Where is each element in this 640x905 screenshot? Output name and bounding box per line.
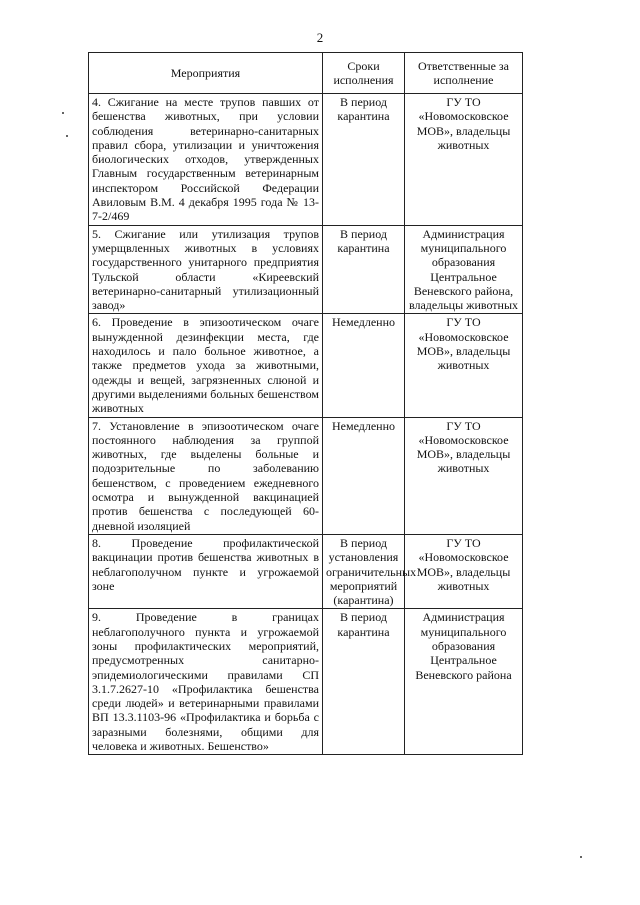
row-terms: В период карантина [323,225,405,314]
row-terms: Немедленно [323,314,405,417]
table-row [89,94,523,226]
row-activity: 4. Сжигание на месте трупов павших от бешенства животных, при условии соблюдения ветеринарно-санитарных правил сбора, утилизации и уничтожения биологических отходов, утвержденных Главным государственным ветеринарным инспектором Российской Федерации Авиловым В.М. 4 декабря 1995 года № 13-7-2/469 [89,94,323,226]
row-terms: В период карантина [323,94,405,226]
row-terms: Немедленно [323,417,405,534]
table-row [89,314,523,417]
row-responsible: ГУ ТО «Новомосковское МОВ», владельцы животных [405,94,523,226]
row-activity: 5. Сжигание или утилизация трупов умерщвленных животных в условиях государственного унитарного предприятия Тульской области «Киреевский ветеринарно-санитарный утилизационный завод» [89,225,323,314]
page-number: 2 [316,30,324,45]
scan-speck [62,112,64,114]
row-activity: 9. Проведение в границах неблагополучного пункта и угрожаемой зоны профилактических мероприятий, предусмотренных санитарно-эпидемиологическими правилами СП 3.1.7.2627-10 «Профилактика бешенства среди людей» и ветеринарными правилами ВП 13.3.1103-96 «Профилактика и борьба с заразными болезнями, общими для человека и животных. Бешенство» [89,609,323,755]
row-responsible: Администрация муниципального образования Центральное Веневского района [405,609,523,755]
row-activity: 8. Проведение профилактической вакцинации против бешенства животных в неблагополучном пункте и угрожаемой зоне [89,534,323,608]
row-responsible: Администрация муниципального образования Центральное Веневского района, владельцы животных [405,225,523,314]
table-row [89,225,523,314]
row-responsible: ГУ ТО «Новомосковское МОВ», владельцы животных [405,417,523,534]
row-responsible: ГУ ТО «Новомосковское МОВ», владельцы животных [405,534,523,608]
table-row [89,417,523,534]
header-responsible: Ответственные за исполнение [405,53,523,94]
table-row [89,609,523,755]
row-activity: 7. Установление в эпизоотическом очаге постоянного наблюдения за группой животных, где выделены больные и подозрительные по заболеванию бешенством, с проведением ежедневного осмотра и вынужденной вакцинацией против бешенства с последующей 60-дневной изоляцией [89,417,323,534]
scan-speck [580,856,582,858]
table-row [89,534,523,608]
table-header-row [89,53,523,94]
row-terms: В период карантина [323,609,405,755]
header-activity: Мероприятия [89,53,323,94]
row-activity: 6. Проведение в эпизоотическом очаге вынужденной дезинфекции места, где находилось и пало больное животное, а также предметов ухода за животными, одежды и вещей, загрязненных слюной и другими выделениями больных бешенством животных [89,314,323,417]
row-terms: В период установления ограничительных мероприятий (карантина) [323,534,405,608]
scan-speck [66,135,68,137]
row-responsible: ГУ ТО «Новомосковское МОВ», владельцы животных [405,314,523,417]
activities-table [88,52,523,755]
header-terms: Сроки исполнения [323,53,405,94]
